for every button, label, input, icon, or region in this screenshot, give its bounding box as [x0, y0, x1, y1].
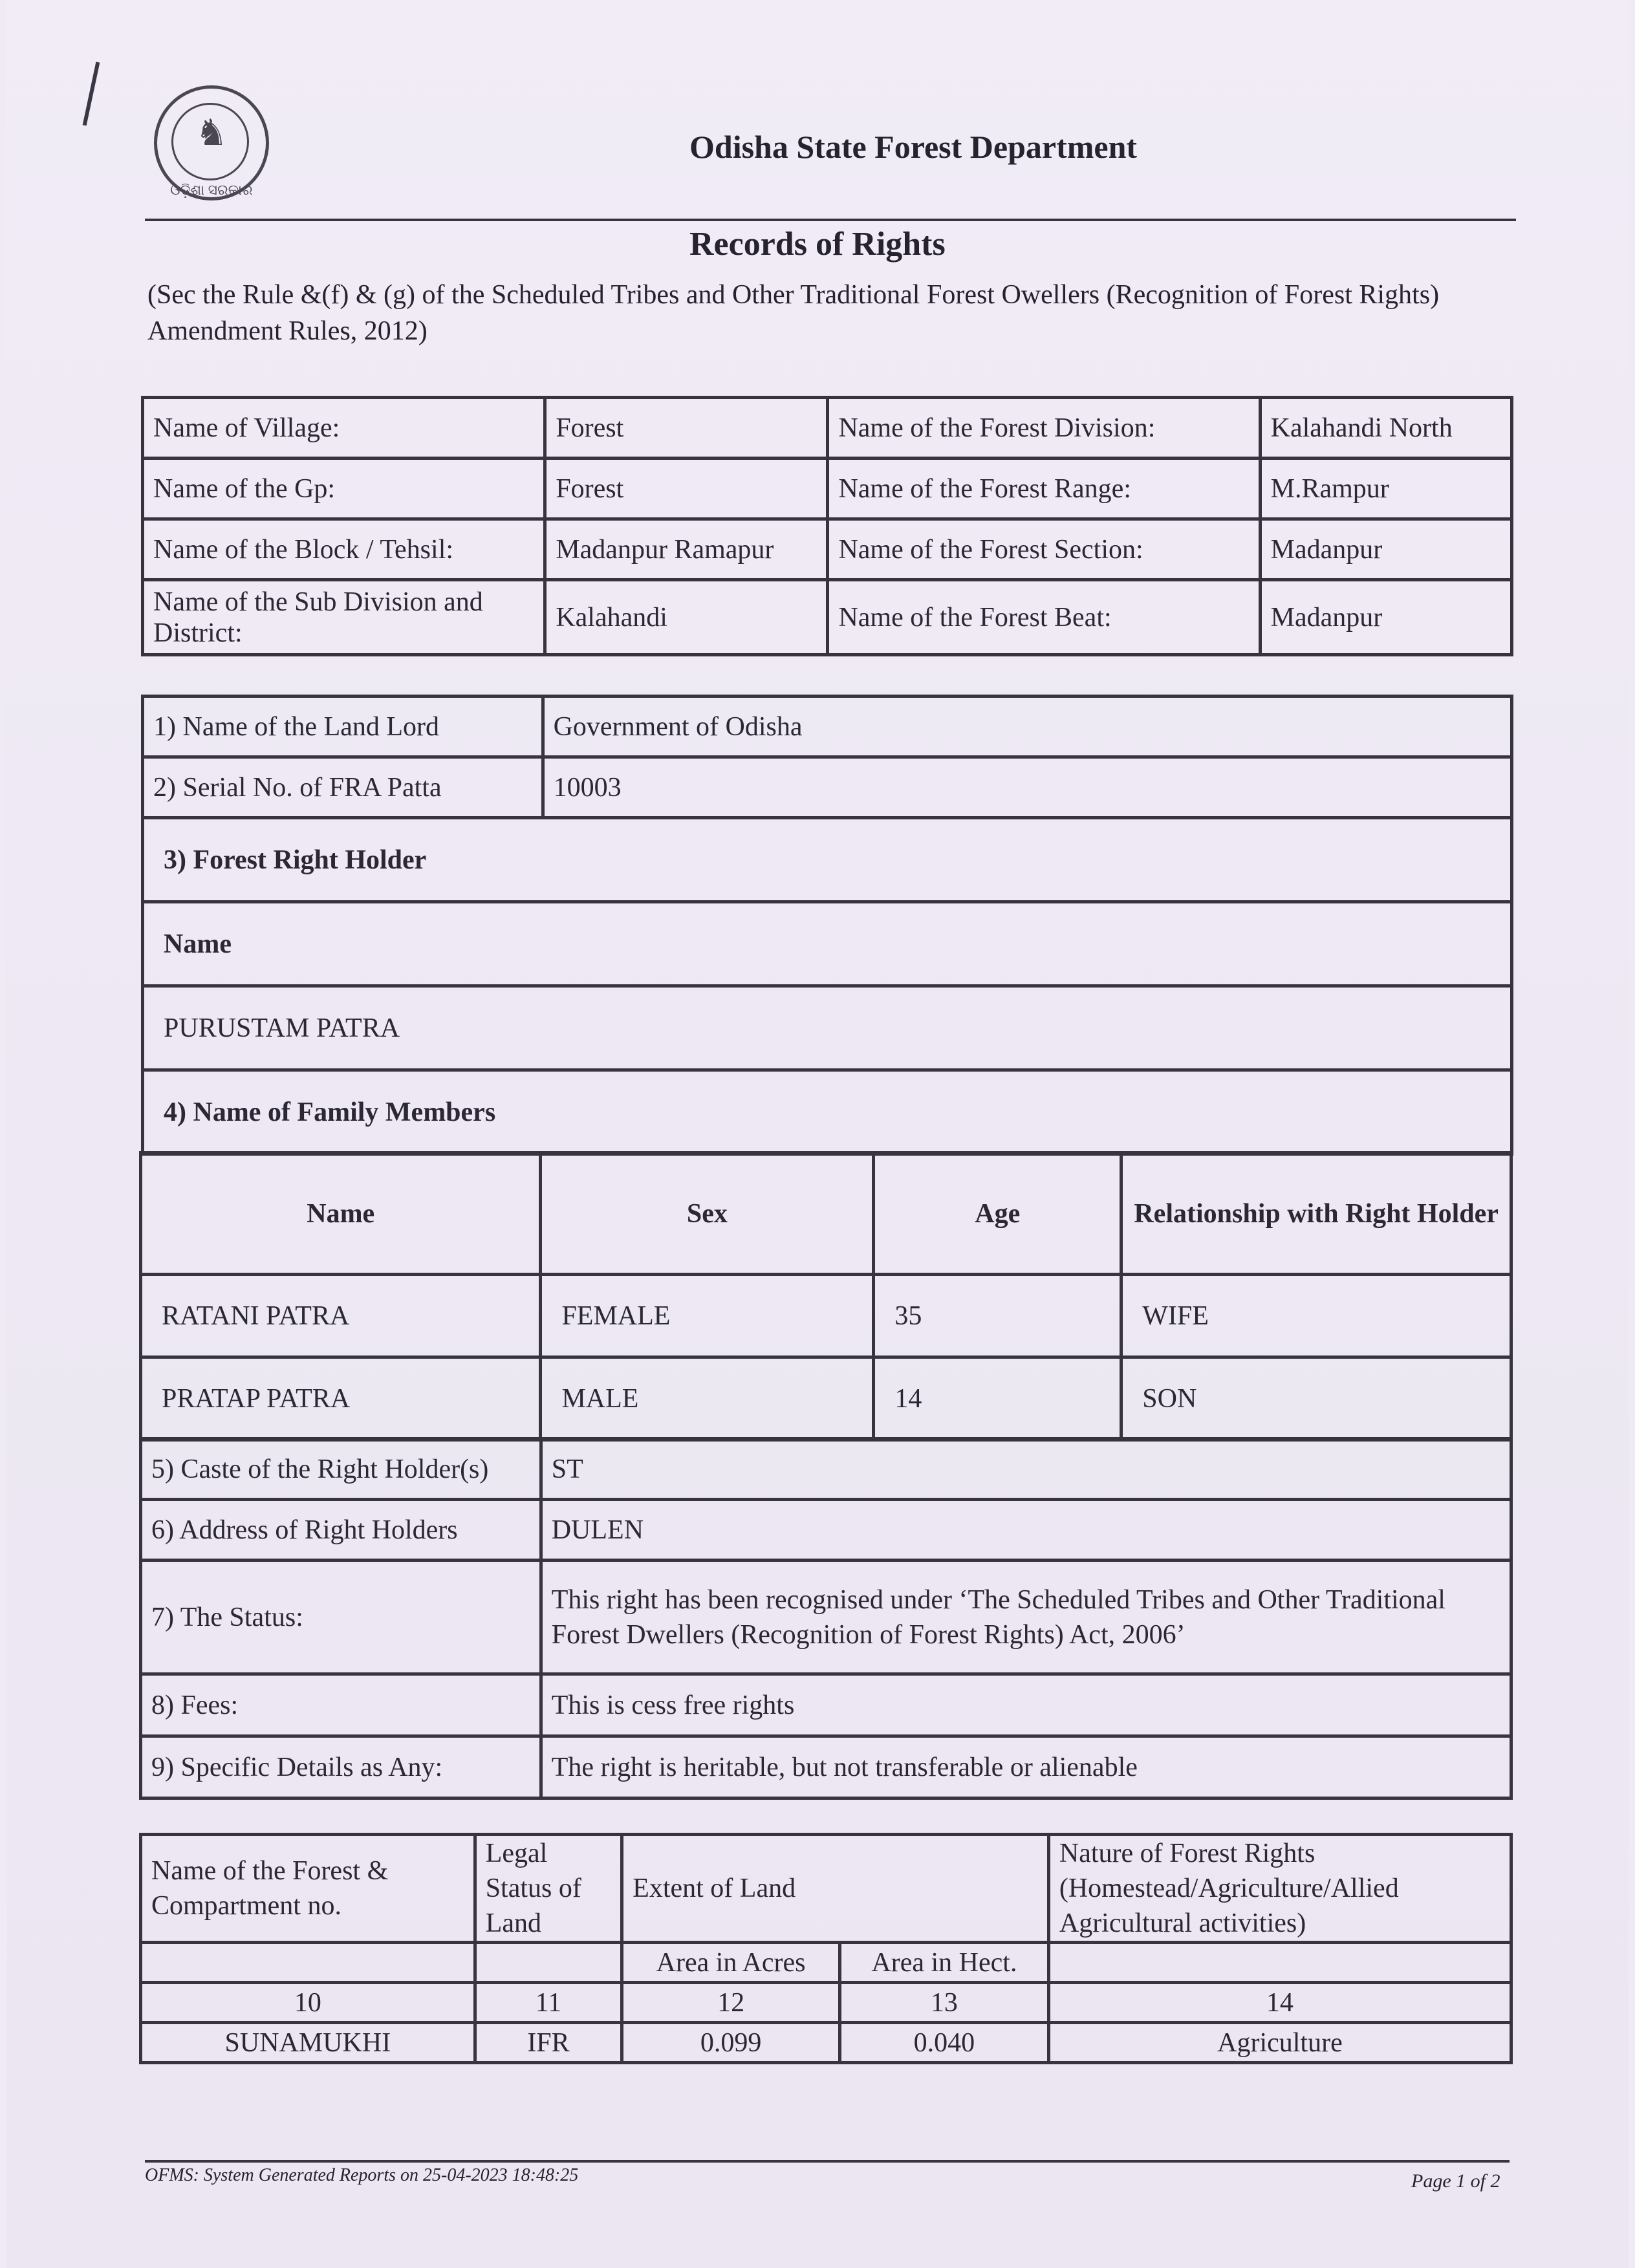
table-row	[141, 1275, 1511, 1357]
column-number: 14	[1048, 1983, 1511, 2023]
empty-cell	[141, 1943, 475, 1983]
fees-value: This is cess free rights	[541, 1674, 1511, 1736]
column-number: 12	[622, 1983, 840, 2023]
caste-value: ST	[541, 1439, 1511, 1500]
fees-label: 8) Fees:	[141, 1674, 541, 1736]
member-name: PRATAP PATRA	[141, 1357, 541, 1440]
table-row	[141, 1674, 1511, 1736]
family-header-relationship: Relationship with Right Holder	[1121, 1153, 1511, 1275]
holder-name: PURUSTAM PATRA	[143, 986, 1512, 1070]
serial-label: 2) Serial No. of FRA Patta	[143, 757, 543, 818]
area-hect: 0.040	[839, 2023, 1048, 2063]
block-value: Madanpur Ramapur	[545, 519, 828, 580]
details-table	[139, 1437, 1513, 1800]
division-label: Name of the Forest Division:	[828, 398, 1260, 459]
range-value: M.Rampur	[1260, 459, 1511, 519]
table-row	[143, 398, 1512, 459]
table-row	[141, 1500, 1511, 1561]
family-header-age: Age	[874, 1153, 1121, 1275]
family-heading: 4) Name of Family Members	[143, 1070, 1512, 1154]
division-value: Kalahandi North	[1260, 398, 1511, 459]
table-row	[141, 1736, 1511, 1798]
village-value: Forest	[545, 398, 828, 459]
document-page	[6, 0, 1629, 2268]
table-row	[143, 697, 1512, 757]
gp-label: Name of the Gp:	[143, 459, 545, 519]
table-row	[143, 986, 1512, 1070]
village-label: Name of Village:	[143, 398, 545, 459]
table-header-row	[141, 1153, 1511, 1275]
status-value	[541, 1561, 1511, 1674]
section-value: Madanpur	[1260, 519, 1511, 580]
table-row	[141, 1439, 1511, 1500]
serial-value: 10003	[543, 757, 1511, 818]
table-row	[141, 1357, 1511, 1440]
area-hect-header: Area in Hect.	[839, 1943, 1048, 1983]
rule-reference: (Sec the Rule &(f) & (g) of the Scheduled Tribes and Other Traditional Forest Owellers (Recognition of Forest Rights) Amendment Rules, 2012)	[147, 280, 1440, 346]
state-emblem-seal	[154, 85, 269, 200]
member-relationship: WIFE	[1121, 1275, 1511, 1357]
member-relationship: SON	[1121, 1357, 1511, 1440]
column-number: 10	[141, 1983, 475, 2023]
column-number: 13	[839, 1983, 1048, 2023]
table-header-row	[141, 1835, 1511, 1943]
forest-name: SUNAMUKHI	[141, 2023, 475, 2063]
address-value: DULEN	[541, 1500, 1511, 1561]
forest-compartment-header: Name of the Forest & Compartment no.	[141, 1835, 475, 1943]
subdivision-value: Kalahandi	[545, 580, 828, 655]
member-sex: FEMALE	[541, 1275, 874, 1357]
nature-of-rights-header: Nature of Forest Rights (Homestead/Agriculture/Allied Agricultural activities)	[1048, 1835, 1511, 1943]
address-label: 6) Address of Right Holders	[141, 1500, 541, 1561]
gp-value: Forest	[545, 459, 828, 519]
beat-value: Madanpur	[1260, 580, 1511, 655]
table-row	[143, 580, 1512, 655]
table-row	[141, 1561, 1511, 1674]
page-number: Page 1 of 2	[1411, 2170, 1500, 2192]
status-line-1: This right has been recognised under ‘The Scheduled Tribes and Other Traditional	[551, 1584, 1446, 1615]
block-label: Name of the Block / Tehsil:	[143, 519, 545, 580]
family-header-sex: Sex	[541, 1153, 874, 1275]
seal-caption: ଓଡ଼ିଶା ସରକାର	[170, 182, 253, 198]
land-table	[139, 1833, 1513, 2064]
status-line-2: Forest Dwellers (Recognition of Forest Rights) Act, 2006’	[551, 1619, 1186, 1650]
pen-mark	[83, 61, 100, 125]
table-row	[143, 902, 1512, 986]
area-acres-header: Area in Acres	[622, 1943, 840, 1983]
emblem-icon: ♞	[195, 113, 228, 153]
member-name: RATANI PATRA	[141, 1275, 541, 1357]
landlord-value: Government of Odisha	[543, 697, 1511, 757]
generated-timestamp: OFMS: System Generated Reports on 25-04-2023 18:48:25	[145, 2165, 579, 2185]
table-row	[143, 757, 1512, 818]
legal-status-header: Legal Status of Land	[475, 1835, 622, 1943]
table-row	[143, 519, 1512, 580]
specific-value: The right is heritable, but not transferable or alienable	[541, 1736, 1511, 1798]
page-title: Records of Rights	[689, 226, 946, 263]
table-row	[141, 1983, 1511, 2023]
table-row	[143, 818, 1512, 902]
family-table	[139, 1151, 1513, 1442]
table-row	[141, 2023, 1511, 2063]
area-acres: 0.099	[622, 2023, 840, 2063]
header-rule	[145, 219, 1516, 221]
specific-label: 9) Specific Details as Any:	[141, 1736, 541, 1798]
empty-cell	[475, 1943, 622, 1983]
member-age: 14	[874, 1357, 1121, 1440]
location-table	[141, 396, 1513, 656]
table-row	[143, 459, 1512, 519]
footer-rule	[145, 2160, 1510, 2163]
table-row	[143, 1070, 1512, 1154]
caste-label: 5) Caste of the Right Holder(s)	[141, 1439, 541, 1500]
family-header-name: Name	[141, 1153, 541, 1275]
column-number: 11	[475, 1983, 622, 2023]
member-age: 35	[874, 1275, 1121, 1357]
subdivision-label: Name of the Sub Division and District:	[143, 580, 545, 655]
landlord-label: 1) Name of the Land Lord	[143, 697, 543, 757]
empty-cell	[1048, 1943, 1511, 1983]
table-header-row	[141, 1943, 1511, 1983]
holder-name-heading: Name	[143, 902, 1512, 986]
legal-status: IFR	[475, 2023, 622, 2063]
department-name: Odisha State Forest Department	[689, 129, 1138, 165]
member-sex: MALE	[541, 1357, 874, 1440]
extent-of-land-header: Extent of Land	[622, 1835, 1049, 1943]
holder-heading: 3) Forest Right Holder	[143, 818, 1512, 902]
section-label: Name of the Forest Section:	[828, 519, 1260, 580]
status-label: 7) The Status:	[141, 1561, 541, 1674]
beat-label: Name of the Forest Beat:	[828, 580, 1260, 655]
rights-table	[141, 695, 1513, 1156]
range-label: Name of the Forest Range:	[828, 459, 1260, 519]
nature-of-rights: Agriculture	[1048, 2023, 1511, 2063]
